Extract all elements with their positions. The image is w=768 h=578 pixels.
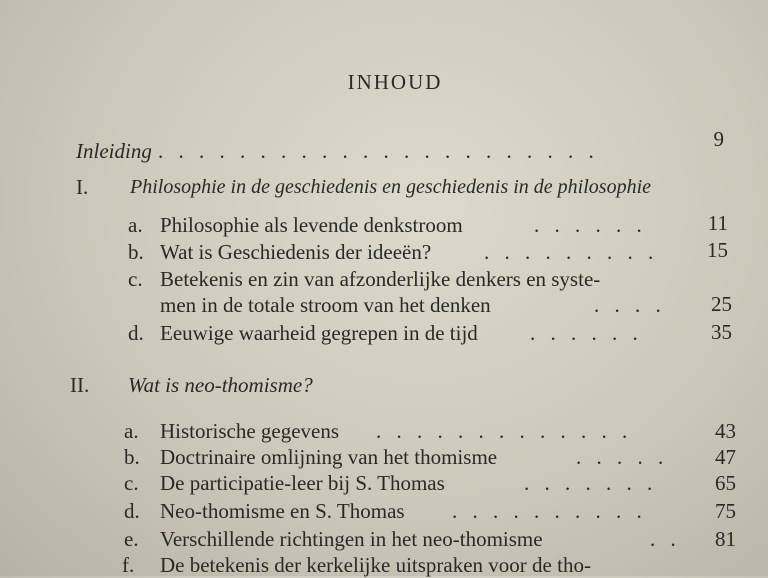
page-number: 65	[715, 471, 736, 495]
page-number: 47	[715, 445, 736, 469]
entry-letter: c.	[128, 267, 143, 291]
page-number: 11	[707, 211, 728, 235]
leader-dots: . . . . . . . . . .	[452, 499, 647, 523]
leader-dots: . . . .	[594, 293, 666, 317]
entry-text-continued: men in de totale stroom van het denken	[160, 293, 491, 317]
page-number: 25	[711, 292, 732, 316]
leader-dots: . . . . . . . . .	[484, 240, 659, 264]
entry-text: Neo-thomisme en S. Thomas	[160, 499, 405, 523]
leader-dots: . . . . . .	[530, 321, 643, 345]
entry-letter: a.	[124, 419, 139, 443]
page-number: 81	[715, 527, 736, 551]
entry-text: Betekenis en zin van afzonderlijke denkers en syste-	[160, 267, 601, 291]
entry-text: Eeuwige waarheid gegrepen in de tijd	[160, 321, 478, 345]
entry-text: Wat is Geschiedenis der ideeën?	[160, 240, 432, 264]
entry-letter: f.	[122, 553, 135, 577]
leader-dots: . . . . . .	[534, 213, 647, 237]
leader-dots: . . . . . . . . . . . . . . . . . . . . . .	[158, 139, 599, 163]
page-title: INHOUD	[347, 70, 443, 94]
entry-text: Doctrinaire omlijning van het thomisme	[160, 445, 498, 469]
chapter-numeral: I.	[76, 175, 89, 199]
entry-letter: b.	[124, 445, 140, 469]
page-number: 9	[713, 127, 724, 151]
entry-text: De betekenis der kerkelijke uitspraken voor de tho-	[160, 553, 591, 577]
entry-letter: e.	[124, 527, 139, 551]
page-number: 15	[707, 238, 728, 262]
chapter-title: Wat is neo-thomisme?	[128, 373, 313, 397]
entry-letter: a.	[128, 213, 143, 237]
leader-dots: . . . . . . .	[524, 471, 658, 495]
entry-letter: b.	[128, 240, 144, 264]
intro-label: Inleiding	[76, 139, 152, 163]
leader-dots: . .	[650, 527, 681, 551]
entry-text: De participatie-leer bij S. Thomas	[160, 471, 445, 495]
leader-dots: . . . . . . . . . . . . .	[376, 419, 633, 443]
entry-letter: c.	[124, 471, 139, 495]
page-number: 43	[715, 419, 736, 443]
entry-text: Philosophie als levende denkstroom	[160, 213, 463, 237]
page-number: 35	[711, 320, 732, 344]
chapter-title: Philosophie in de geschiedenis en geschiedenis in de philosophie	[130, 176, 651, 198]
entry-text: Historische gegevens	[160, 419, 340, 443]
entry-text: Verschillende richtingen in het neo-thomisme	[160, 527, 543, 551]
chapter-numeral: II.	[70, 373, 90, 397]
leader-dots: . . . . .	[576, 445, 669, 469]
entry-letter: d.	[128, 321, 144, 345]
page-number: 75	[715, 499, 736, 523]
entry-letter: d.	[124, 499, 140, 523]
